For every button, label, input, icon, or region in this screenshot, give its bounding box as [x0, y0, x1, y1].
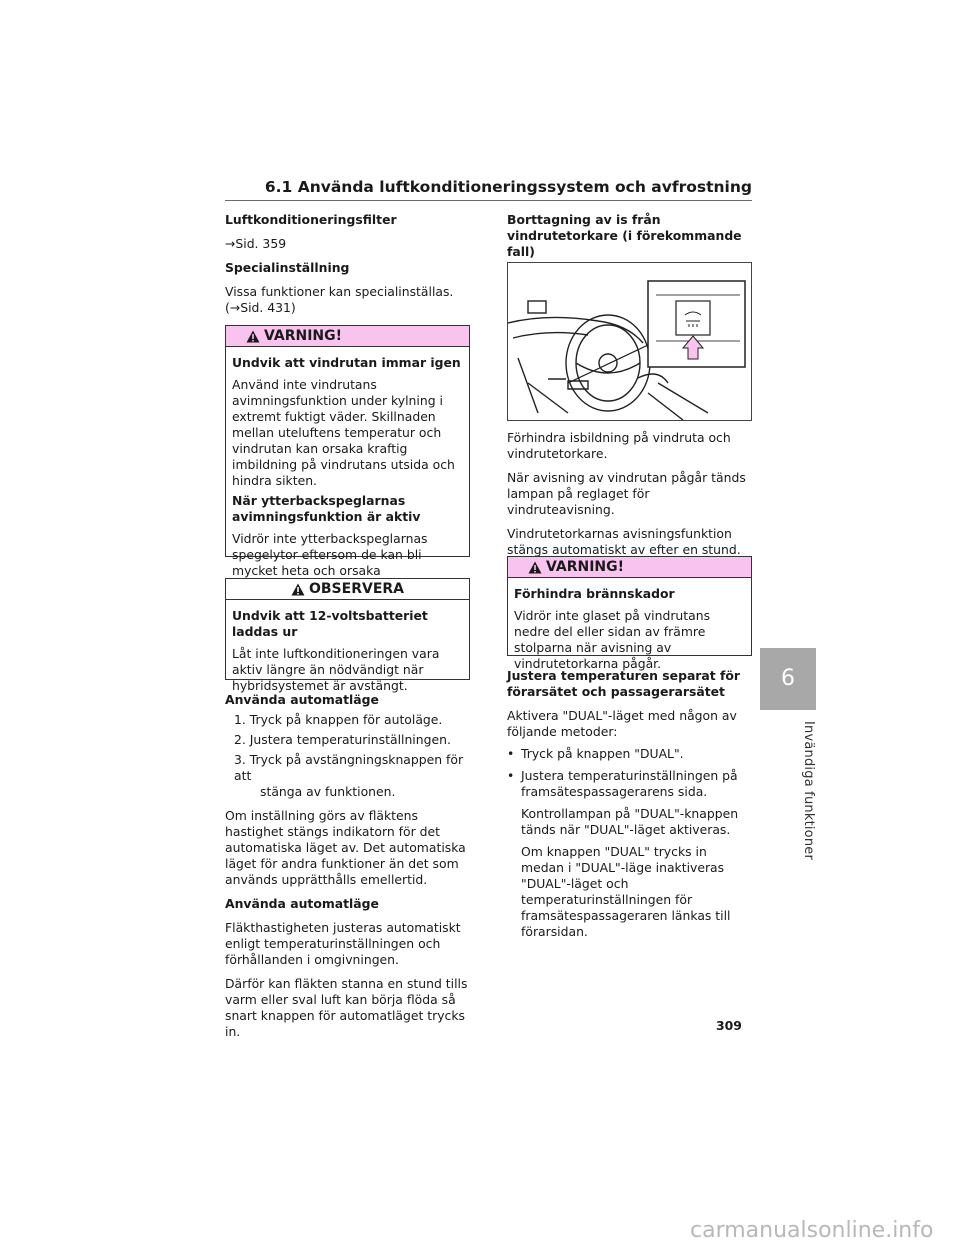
step-item: 3. Tryck på avstängningsknappen för att — [234, 752, 464, 783]
fan-text-2: Därför kan fläkten stanna en stund tills varm eller sval luft kan börja flöda så snart knappen för automatläget trycks in. — [225, 976, 468, 1039]
bullet-text: Justera temperaturinställningen på framsätespassagerarens sida. — [521, 768, 738, 799]
warning-title: VARNING! — [546, 559, 625, 575]
dual-note-1: Kontrollampan på "DUAL"-knappen tänds när "DUAL"-läget aktiveras. — [521, 806, 739, 837]
bullet-dot: • — [507, 746, 515, 761]
special-heading: Specialinställning — [225, 260, 350, 275]
observera-title: OBSERVERA — [308, 581, 404, 597]
ice-text-2: När avisning av vindrutan pågår tänds lampan på reglaget för vindruteavisning. — [507, 470, 746, 517]
warning-header — [226, 326, 469, 347]
warning-body — [226, 347, 469, 601]
chapter-label: Invändiga funktioner — [801, 721, 816, 861]
bullet-text: Tryck på knappen "DUAL". — [521, 746, 684, 761]
bullet-dot: • — [507, 768, 515, 783]
special-text: Vissa funktioner kan specialinställas. — [225, 284, 454, 299]
dual-note-2: Om knappen "DUAL" trycks in medan i "DUAL"-läge inaktiveras "DUAL"-läget och temperaturinställningen för framsätespassageraren länkas till förarsidan. — [521, 844, 731, 939]
windshield-deicer-illustration — [508, 263, 751, 420]
caution-triangle-icon — [291, 583, 305, 596]
watermark: carmanualsonline.info — [690, 1218, 934, 1243]
filter-heading: Luftkonditioneringsfilter — [225, 212, 397, 227]
warning-heading-1: Undvik att vindrutan immar igen — [232, 355, 461, 370]
ice-heading-block — [507, 212, 751, 260]
observera-box — [225, 578, 470, 693]
list-item — [507, 768, 751, 800]
warning-text-2: Vidrör inte ytterbackspeglarnas spegelytor eftersom de kan bli mycket heta och orsaka — [232, 531, 428, 578]
dashboard-illustration — [507, 262, 752, 421]
warning-triangle-icon — [528, 561, 542, 574]
observera-heading: Undvik att 12-voltsbatteriet laddas ur — [232, 608, 428, 639]
dual-section — [507, 668, 751, 940]
observera-text: Låt inte luftkonditioneringen vara aktiv längre än nödvändigt när hybridsystemet är avstängt. — [232, 646, 440, 693]
page-number: 309 — [716, 1018, 742, 1033]
step-item: 1. Tryck på knappen för autoläge. — [234, 712, 443, 727]
warning-heading-2a: När ytterbackspeglarnas — [232, 493, 406, 508]
list-item — [507, 746, 751, 762]
special-reference[interactable]: (→Sid. 431) — [225, 300, 296, 315]
temp-heading: Justera temperaturen separat för förarsätet och passagerarsätet — [507, 668, 741, 699]
warning-heading: Förhindra brännskador — [514, 586, 675, 601]
observera-body — [226, 600, 469, 700]
ice-heading: Borttagning av is från vindrutetorkare (i förekommande fall) — [507, 212, 742, 259]
chapter-tab[interactable]: 6 — [760, 648, 816, 710]
warning-header — [508, 557, 751, 578]
warning-box-right — [507, 556, 752, 671]
left-column — [225, 212, 469, 316]
warning-body — [508, 578, 751, 678]
warning-box-left — [225, 325, 470, 578]
fan-text: Fläkthastigheten justeras automatiskt enligt temperaturinställningen och förhållanden i omgivningen. — [225, 920, 461, 967]
auto-text: Om inställning görs av fläktens hastighet stängs indikatorn för det automatiska läget av. Det automatiska läget för andra funktioner än det som används upprätthålls emellertid. — [225, 808, 466, 887]
auto-heading-2: Använda automatläge — [225, 896, 379, 911]
warning-text: Vidrör inte glaset på vindrutans nedre del eller sidan av främre stolparna när avisning av vindrutetorkarna pågår. — [514, 608, 711, 671]
auto-heading: Använda automatläge — [225, 692, 379, 707]
page-header-title: 6.1 Använda luftkonditioneringssystem och avfrostning — [264, 178, 752, 196]
step-item: 2. Justera temperaturinställningen. — [234, 732, 451, 747]
ice-text-3: Vindrutetorkarnas avisningsfunktion stängs automatiskt av efter en stund. — [507, 526, 741, 557]
header-divider — [225, 200, 752, 201]
auto-section — [225, 692, 469, 1040]
warning-heading-2b: avimningsfunktion är aktiv — [232, 509, 421, 524]
ice-text-1: Förhindra isbildning på vindruta och vindrutetorkare. — [507, 430, 731, 461]
ice-section — [507, 430, 751, 558]
step-item-continued: stänga av funktionen. — [260, 784, 396, 799]
warning-text-1: Använd inte vindrutans avimningsfunktion under kylning i extremt fuktigt väder. Skillnaden mellan uteluftens temperatur och vindrutan kan orsaka kraftig imbildning på vindrutans utsida och hindra sikten. — [232, 377, 455, 488]
dual-text: Aktivera "DUAL"-läget med någon av följande metoder: — [507, 708, 737, 739]
filter-reference[interactable]: →Sid. 359 — [225, 236, 287, 251]
auto-steps — [225, 712, 469, 800]
warning-triangle-icon — [246, 330, 260, 343]
observera-header — [226, 579, 469, 600]
warning-title: VARNING! — [264, 328, 343, 344]
